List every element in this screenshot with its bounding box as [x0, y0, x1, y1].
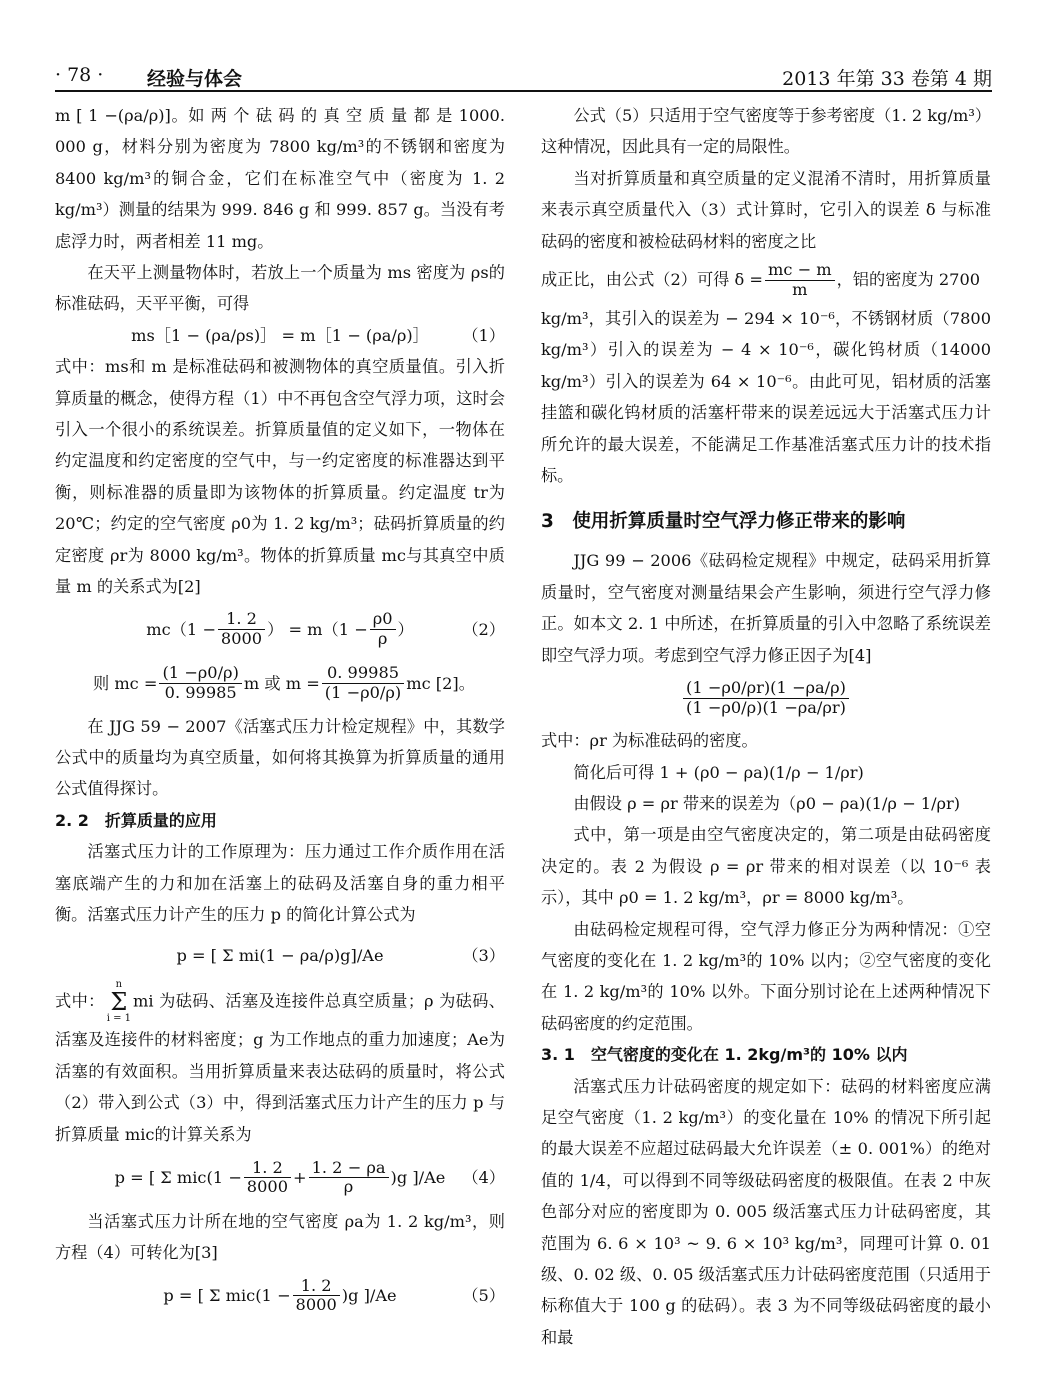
paragraph: m [ 1 −(ρa/ρ)]。如 两 个 砝 码 的 真 空 质 量 都 是 1000. 000 g，材料分别为密度为 7800 kg/m³的不锈钢和密度为 8400 kg/m³的铜合金，它们在标准空气中（密度为 1. 2 kg/m³）测量的结果为 999. 846 g 和 999. 857 g。当没有考虑浮力时，两者相差 11 mg。 — [55, 106, 505, 251]
denominator: (1 −ρ0/ρ) — [324, 683, 402, 702]
equation-part: ） = m（1 − — [267, 619, 368, 639]
fraction — [218, 610, 265, 648]
fraction — [370, 610, 396, 648]
denominator: ρ — [343, 1177, 354, 1197]
numerator: 0. 99985 — [322, 664, 404, 684]
left-column — [55, 100, 505, 1380]
sum-upper: n — [115, 979, 123, 991]
numerator: (1 −ρ0/ρr)(1 −ρa/ρ) — [683, 679, 849, 699]
paragraph: 在天平上测量物体时，若放上一个质量为 ms 密度为 ρs的标准砝码，天平平衡，可得 — [55, 263, 505, 314]
paragraph: JJG 99 − 2006《砝码检定规程》中规定，砝码采用折算质量时，空气密度对测量结果会产生影响，须进行空气浮力修正。如本文 2. 1 中所述，在折算质量的引入中忽略了系统误差即空气浮力项。考虑到空气浮力修正因子为[4] — [541, 551, 991, 665]
fraction — [309, 1159, 389, 1197]
numerator: 1. 2 — [218, 610, 265, 630]
denominator: 0. 99985 — [164, 683, 237, 702]
journal-section: 经验与体会 — [147, 68, 243, 90]
equation-3 — [55, 930, 505, 980]
text-span: 成正比，由公式（2）可得 δ = — [541, 270, 763, 290]
equation-4 — [55, 1150, 505, 1206]
equation-1 — [55, 320, 505, 351]
equation-number: （1） — [462, 325, 505, 345]
fraction — [683, 679, 849, 717]
paragraph: 式中：ρr 为标准砝码的密度。 — [541, 731, 758, 751]
equation-number: （4） — [462, 1168, 505, 1188]
text-span: ，铝的密度为 2700 — [836, 270, 981, 290]
paragraph: 式中，第一项是由空气密度决定的，第二项是由砝码密度决定的。表 2 为假设 ρ = ρr 带来的相对误差（以 10⁻⁶ 表示），其中 ρ0 = 1. 2 kg/m³，ρr = 8000 kg/m³。 — [541, 825, 991, 908]
paragraph: 公式（5）只适用于空气密度等于参考密度（1. 2 kg/m³）这种情况，因此具有一定的局限性。 — [541, 106, 991, 157]
fraction — [244, 1159, 291, 1197]
denominator: 8000 — [246, 1177, 288, 1197]
paragraph: 在 JJG 59 − 2007《活塞式压力计检定规程》中，其数学公式中的质量均为真空质量，如何将其换算为折算质量的通用公式值得探讨。 — [55, 716, 505, 799]
paragraph — [541, 257, 991, 303]
paragraph: 活塞式压力计的工作原理为：压力通过工作介质作用在活塞底端产生的力和加在活塞上的砝码及活塞自身的重力相平衡。活塞式压力计产生的压力 p 的简化计算公式为 — [55, 842, 505, 924]
equation-part: )g ]/Ae — [390, 1168, 446, 1188]
fraction — [293, 1277, 340, 1315]
paragraph — [55, 980, 505, 1150]
equation-number: （5） — [462, 1286, 505, 1306]
equation-5 — [55, 1269, 505, 1323]
fraction — [322, 664, 404, 702]
numerator: ρ0 — [370, 610, 396, 630]
numerator: mc − m — [765, 261, 835, 281]
paragraph: 式中：ms和 m 是标准砝码和被测物体的真空质量值。引入折算质量的概念，使得方程（1）中不再包含空气浮力项，这时会引入一个很小的系统误差。折算质量值的定义如下，一物体在约定温度和约定密度的空气中，与一约定密度的标准器达到平衡，则标准器的质量即为该物体的折算质量。约定温度 tr为 20℃；约定的空气密度 ρ0为 1. 2 kg/m³；砝码折算质量的约定密度 ρr为 8000 kg/m³。物体的折算质量 mc与其真空中质量 m 的关系式为[2] — [55, 357, 505, 597]
numerator: 1. 2 — [293, 1277, 340, 1297]
paragraph: kg/m³，其引入的误差为 − 294 × 10⁻⁶，不锈钢材质（7800 kg/m³）引入的误差为 − 4 × 10⁻⁶，碳化钨材质（14000 kg/m³）引入的误差为 64 × 10⁻⁶。由此可见，铝材质的活塞挂篮和碳化钨材质的活塞杆带来的误差远远大于活塞式压力计所允许的最大误差，不能满足工作基准活塞式压力计的技术指标。 — [541, 309, 991, 486]
header-rule — [55, 90, 992, 92]
fraction — [159, 664, 241, 702]
denominator: m — [792, 280, 808, 300]
equation-part: mc（1 − — [146, 619, 216, 639]
denominator: (1 −ρ0/ρ)(1 −ρa/ρr) — [686, 697, 846, 717]
equation-part: mc [2]。 — [406, 673, 475, 693]
issue-info: 2013 年第 33 卷第 4 期 — [782, 68, 992, 90]
denominator: 8000 — [295, 1295, 337, 1315]
running-header — [55, 64, 992, 90]
equation-2 — [55, 603, 505, 657]
paragraph: 活塞式压力计砝码密度的规定如下：砝码的材料密度应满足空气密度（1. 2 kg/m³）的变化量在 10% 的情况下所引起的最大误差不应超过砝码最大允许误差（± 0. 001%）的绝对值的 1/4，可以得到不同等级砝码密度的极限值。在表 2 中灰色部分对应的密度即为 0. 005 级活塞式压力计砝码密度，其范围为 6. 6 × 10³ ~ 9. 6 × 10³ kg/m³，同理可计算 0. 01 级、0. 02 级、0. 05 级活塞式压力计砝码密度范围（只适用于标称值大于 100 g 的砝码）。表 3 为不同等级砝码密度的最小和最 — [541, 1076, 991, 1347]
equation-body: ms［1 − (ρa/ρs)］ = m［1 − (ρa/ρ)］ — [131, 325, 429, 345]
paragraph: 简化后可得 1 + (ρ0 − ρa)(1/ρ − 1/ρr) — [573, 762, 864, 782]
paragraph: 由假设 ρ = ρr 带来的误差为（ρ0 − ρa)(1/ρ − 1/ρr) — [573, 793, 961, 813]
denominator: 8000 — [220, 629, 263, 648]
section-heading-3: 3 使用折算质量时空气浮力修正带来的影响 — [541, 511, 906, 533]
equation-part: m 或 m = — [243, 673, 320, 693]
numerator: 1. 2 — [244, 1159, 291, 1179]
paragraph: 由砝码检定规程可得，空气浮力修正分为两种情况：①空气密度的变化在 1. 2 kg/m³的 10% 以内；②空气密度的变化在 1. 2 kg/m³的 10% 以外。下面分别讨论在上述两种情况下砝码密度的约定范围。 — [541, 919, 991, 1033]
sum-lower: i = 1 — [106, 1013, 132, 1025]
numerator: 1. 2 − ρa — [309, 1159, 389, 1179]
paragraph: 当活塞式压力计所在地的空气密度 ρa为 1. 2 kg/m³，则方程（4）可转化为[3] — [55, 1211, 505, 1263]
text-span: mi 为砝码、活塞及连接件总真空质量；ρ 为砝码、活塞及连接件的材料密度；g 为工作地点的重力加速度；Ae为活塞的有效面积。当用折算质量来表达砝码的质量时，将公式（2）带入到公式（3）中，得到活塞式压力计产生的压力 p 与折算质量 mic的计算关系为 — [55, 991, 505, 1144]
fraction — [765, 261, 835, 299]
equation-part: p = [ Σ mic(1 − — [163, 1286, 291, 1306]
equation-body: p = [ Σ mi(1 − ρa/ρ)g]/Ae — [176, 945, 384, 965]
sum-symbol: n Σ i = 1 — [106, 979, 132, 1025]
equation-part: 则 mc = — [93, 673, 158, 693]
equation-2-derived — [55, 657, 505, 711]
text-span: 式中： — [55, 991, 105, 1011]
paragraph: 当对折算质量和真空质量的定义混淆不清时，用折算质量来表示真空质量代入（3）式计算时，它引入的误差 δ 与标准砝码的密度和被检砝码材料的密度之比 — [541, 168, 991, 251]
equation-part: )g ]/Ae — [341, 1286, 397, 1306]
equation-part: p = [ Σ mic(1 − — [114, 1168, 242, 1188]
section-heading-3-1: 3. 1 空气密度的变化在 1. 2kg/m³的 10% 以内 — [541, 1045, 908, 1065]
denominator: ρ — [377, 629, 388, 648]
right-column — [541, 100, 991, 1380]
equation-number: （3） — [462, 945, 505, 965]
equation-number: （2） — [462, 619, 505, 639]
buoyancy-factor — [541, 671, 991, 725]
section-heading-2-2: 2. 2 折算质量的应用 — [55, 810, 217, 830]
equation-part: + — [293, 1168, 307, 1188]
page-number: · 78 · — [55, 64, 104, 86]
numerator: (1 −ρ0/ρ) — [159, 664, 241, 684]
equation-part: ） — [397, 619, 414, 639]
